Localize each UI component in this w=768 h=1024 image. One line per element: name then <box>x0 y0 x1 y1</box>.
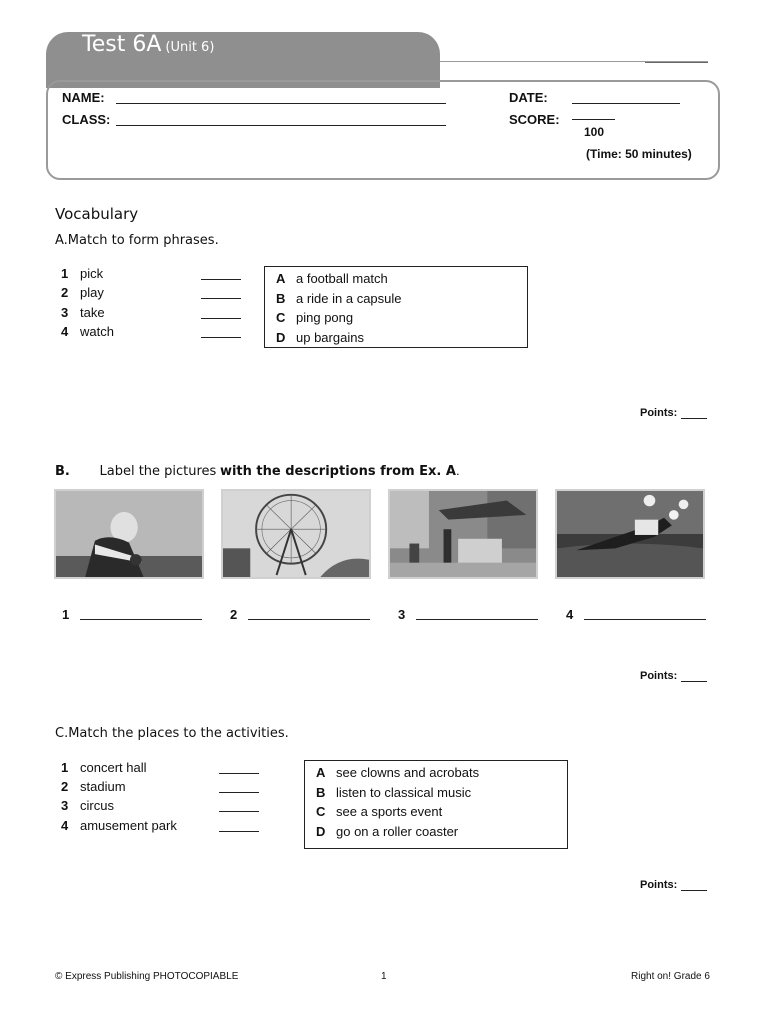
item-number: 2 <box>61 285 69 300</box>
item-text: pick <box>80 266 104 281</box>
class-field[interactable] <box>116 125 446 126</box>
option-row <box>276 269 527 289</box>
name-label: NAME: <box>62 90 105 105</box>
exercise-c-instruction: C.Match the places to the activities. <box>55 726 289 741</box>
option-text: see clowns and acrobats <box>336 765 480 781</box>
picture-label-blank[interactable] <box>584 619 706 620</box>
option-letter: A <box>276 271 286 287</box>
item-number: 1 <box>61 760 69 775</box>
date-field[interactable] <box>572 103 680 104</box>
answer-blank[interactable] <box>201 298 241 299</box>
picture-number: 2 <box>230 607 238 622</box>
name-field[interactable] <box>116 103 446 104</box>
score-total: 100 <box>584 125 605 139</box>
item-text: amusement park <box>80 818 177 833</box>
item-text: concert hall <box>80 760 147 775</box>
option-text: up bargains <box>296 329 364 345</box>
class-label: CLASS: <box>62 112 111 127</box>
footer-book-title: Right on! Grade 6 <box>631 971 710 982</box>
exercise-a-instruction: A.Match to form phrases. <box>55 233 219 248</box>
item-text: take <box>80 305 105 320</box>
points-blank[interactable] <box>681 890 707 891</box>
item-text: stadium <box>80 779 126 794</box>
option-row <box>316 763 567 783</box>
football-goalkeeper-photo <box>555 489 705 579</box>
section-title-vocabulary: Vocabulary <box>55 205 139 223</box>
points-blank[interactable] <box>681 418 707 419</box>
option-text: ping pong <box>296 310 354 326</box>
test-title: Test 6A (Unit 6) <box>82 32 215 57</box>
answer-blank[interactable] <box>219 811 259 812</box>
picture-number: 3 <box>398 607 406 622</box>
exercise-b-instruction: B. Label the pictures with the descriptions from Ex. A. <box>55 463 460 479</box>
option-text: a ride in a capsule <box>296 290 402 306</box>
item-number: 3 <box>61 798 69 813</box>
page-number: 1 <box>381 971 387 982</box>
option-row <box>276 289 527 309</box>
score-field[interactable] <box>572 119 615 120</box>
ferris-wheel-photo <box>221 489 371 579</box>
answer-blank[interactable] <box>201 279 241 280</box>
instruction-bold: with the descriptions from Ex. A <box>219 464 456 479</box>
option-text: listen to classical music <box>336 784 472 800</box>
item-text: play <box>80 285 104 300</box>
score-label: SCORE: <box>509 112 560 127</box>
exercise-b-letter: B. <box>55 464 70 479</box>
answer-blank[interactable] <box>219 773 259 774</box>
points-b: Points: <box>640 670 707 682</box>
item-text: watch <box>80 324 114 339</box>
item-number: 1 <box>61 266 69 281</box>
option-row <box>316 783 567 803</box>
points-c: Points: <box>640 879 707 891</box>
points-blank[interactable] <box>681 681 707 682</box>
answer-blank[interactable] <box>219 792 259 793</box>
options-box-a <box>264 266 528 348</box>
picture-label-blank[interactable] <box>248 619 370 620</box>
answer-blank[interactable] <box>201 318 241 319</box>
answer-blank[interactable] <box>219 831 259 832</box>
unit-label: (Unit 6) <box>165 40 215 55</box>
footer-copyright: © Express Publishing PHOTOCOPIABLE <box>55 971 239 982</box>
item-number: 3 <box>61 305 69 320</box>
market-stall-photo <box>388 489 538 579</box>
item-number: 2 <box>61 779 69 794</box>
item-number: 4 <box>61 818 69 833</box>
header-rule-dark <box>645 62 708 63</box>
option-letter: D <box>316 823 326 839</box>
item-text: circus <box>80 798 114 813</box>
student-info-box <box>46 80 720 180</box>
picture-label-blank[interactable] <box>80 619 202 620</box>
options-box-c <box>304 760 568 849</box>
answer-blank[interactable] <box>201 337 241 338</box>
option-letter: A <box>316 765 326 781</box>
option-text: see a sports event <box>336 804 443 820</box>
option-letter: B <box>276 290 286 306</box>
option-row <box>276 308 527 328</box>
option-text: go on a roller coaster <box>336 823 459 839</box>
item-number: 4 <box>61 324 69 339</box>
option-letter: C <box>316 804 326 820</box>
date-label: DATE: <box>509 90 548 105</box>
time-label: (Time: 50 minutes) <box>586 147 692 161</box>
option-text: a football match <box>296 271 388 287</box>
ping-pong-player-photo <box>54 489 204 579</box>
option-row <box>276 328 527 348</box>
picture-number: 1 <box>62 607 70 622</box>
picture-label-blank[interactable] <box>416 619 538 620</box>
instruction-text: Label the pictures <box>99 464 217 479</box>
option-letter: D <box>276 329 286 345</box>
option-letter: C <box>276 310 286 326</box>
option-row <box>316 802 567 822</box>
points-a: Points: <box>640 407 707 419</box>
option-letter: B <box>316 784 326 800</box>
option-row <box>316 822 567 842</box>
picture-number: 4 <box>566 607 574 622</box>
